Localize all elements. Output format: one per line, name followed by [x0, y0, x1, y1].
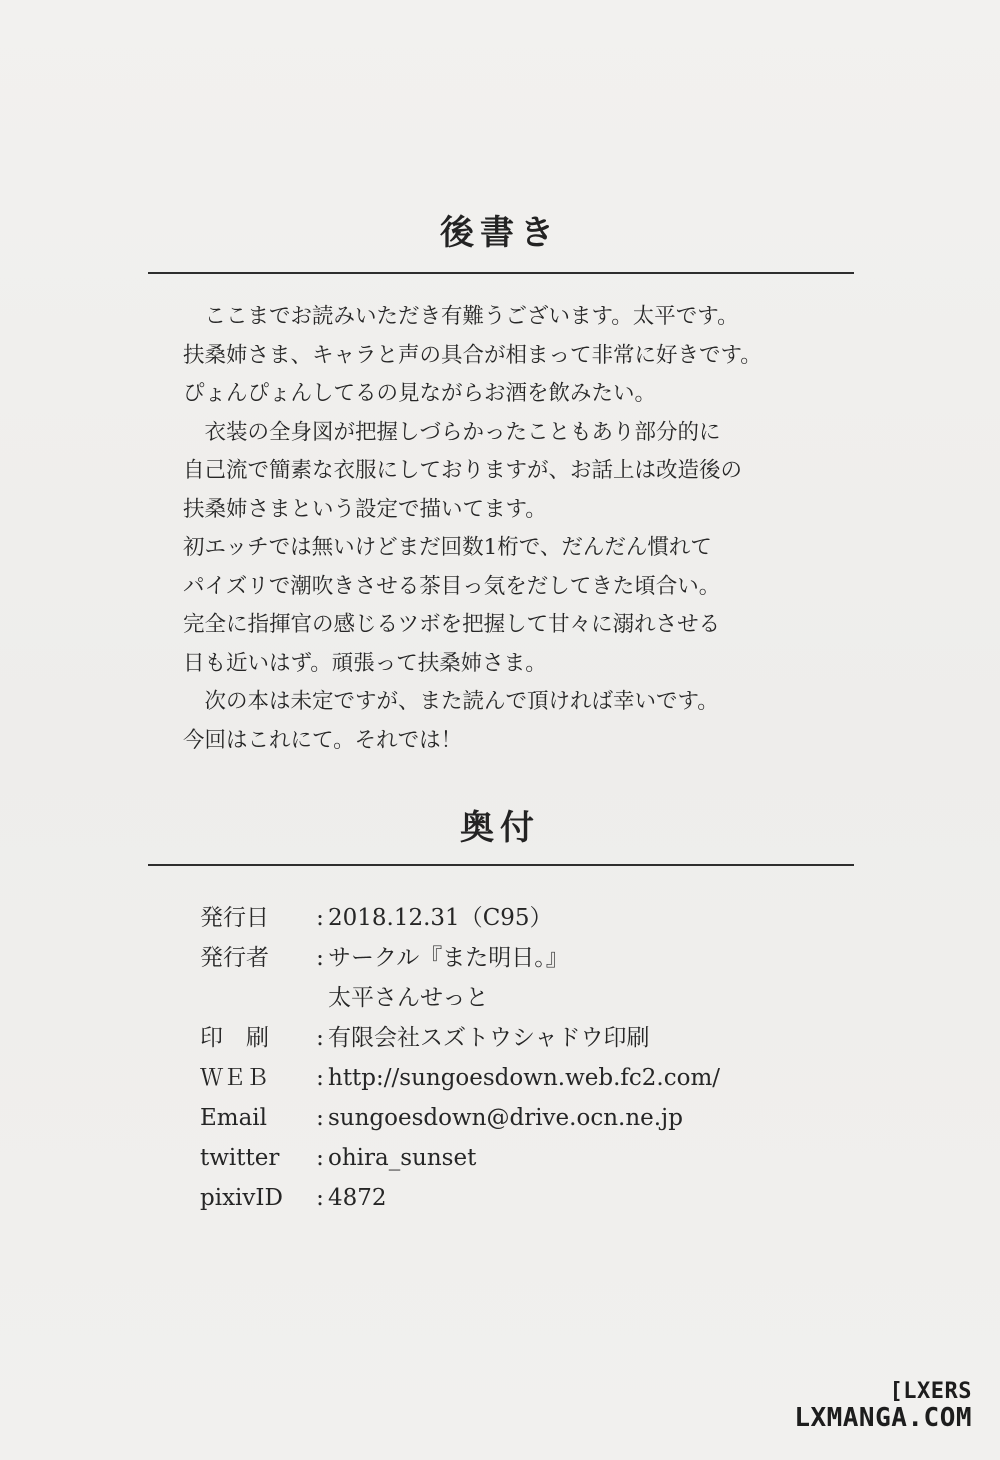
site-watermark [794, 1380, 972, 1432]
colophon-row-web [200, 1058, 900, 1098]
afterword-line: 扶桑姉さま、キャラと声の具合が相まって非常に好きです。 [183, 342, 762, 368]
colophon-heading: 奥付 [460, 808, 540, 848]
colophon-separator: : [316, 1185, 324, 1211]
colophon-divider [148, 864, 854, 866]
afterword-line: 次の本は未定ですが、また読んで頂ければ幸いです。 [183, 689, 719, 714]
colophon-row-twitter [200, 1138, 900, 1178]
colophon-label: 発行日 [200, 905, 269, 931]
colophon-row [200, 1018, 900, 1058]
colophon-separator: : [316, 905, 324, 931]
colophon-row-email [200, 1098, 900, 1138]
colophon-value: 2018.12.31（C95） [328, 905, 553, 931]
colophon-separator: : [316, 1065, 324, 1091]
watermark-line-2: LXMANGA.COM [794, 1403, 972, 1433]
afterword-line: ぴょんぴょんしてるの見ながらお酒を飲みたい。 [183, 381, 657, 406]
email-address[interactable]: sungoesdown@drive.ocn.ne.jp [328, 1105, 683, 1131]
colophon-separator: : [316, 1025, 324, 1051]
colophon-label: Email [200, 1105, 268, 1131]
afterword-line: 扶桑姉さまという設定で描いてます。 [183, 496, 547, 522]
afterword-line: 自己流で簡素な衣服にしておりますが、お話上は改造後の [183, 458, 743, 483]
colophon-value: 有限会社スズトウシャドウ印刷 [328, 1025, 650, 1051]
afterword-heading: 後書き [440, 213, 560, 253]
colophon-row [200, 938, 900, 978]
colophon-separator: : [316, 1105, 324, 1131]
pixiv-id: 4872 [328, 1185, 387, 1211]
afterword-line: 初エッチでは無いけどまだ回数1桁で、だんだん慣れて [183, 535, 712, 560]
afterword-body [183, 298, 823, 760]
colophon-label: pixivID [200, 1185, 283, 1211]
watermark-line-1: [LXERS [889, 1379, 972, 1404]
colophon-label: 印 刷 [200, 1025, 269, 1051]
colophon-value: 太平さんせっと [328, 985, 489, 1011]
colophon-value: サークル『また明日。』 [328, 945, 569, 971]
colophon-row [200, 898, 900, 938]
colophon-label: 発行者 [200, 945, 269, 971]
colophon-separator: : [316, 1145, 324, 1171]
afterword-line: 完全に指揮官の感じるツボを把握して甘々に溺れさせる [183, 612, 721, 637]
colophon-list [200, 898, 900, 1218]
afterword-line: 衣装の全身図が把握しづらかったこともあり部分的に [183, 419, 721, 445]
colophon-row-pixiv [200, 1178, 900, 1218]
twitter-handle[interactable]: ohira_sunset [328, 1145, 477, 1171]
colophon-separator: : [316, 945, 324, 971]
afterword-line: ここまでお読みいただき有難うございます。太平です。 [183, 304, 739, 329]
website-url[interactable]: http://sungoesdown.web.fc2.com/ [328, 1065, 721, 1091]
colophon-label: ＷＥＢ [200, 1065, 269, 1091]
afterword-line: 今回はこれにて。それでは！ [183, 727, 463, 753]
colophon-label: twitter [200, 1145, 280, 1171]
afterword-line: 日も近いはず。頑張って扶桑姉さま。 [183, 650, 547, 676]
colophon-row-circle-author [200, 978, 900, 1018]
afterword-divider [148, 272, 854, 274]
afterword-line: パイズリで潮吹きさせる茶目っ気をだしてきた頃合い。 [183, 573, 721, 599]
